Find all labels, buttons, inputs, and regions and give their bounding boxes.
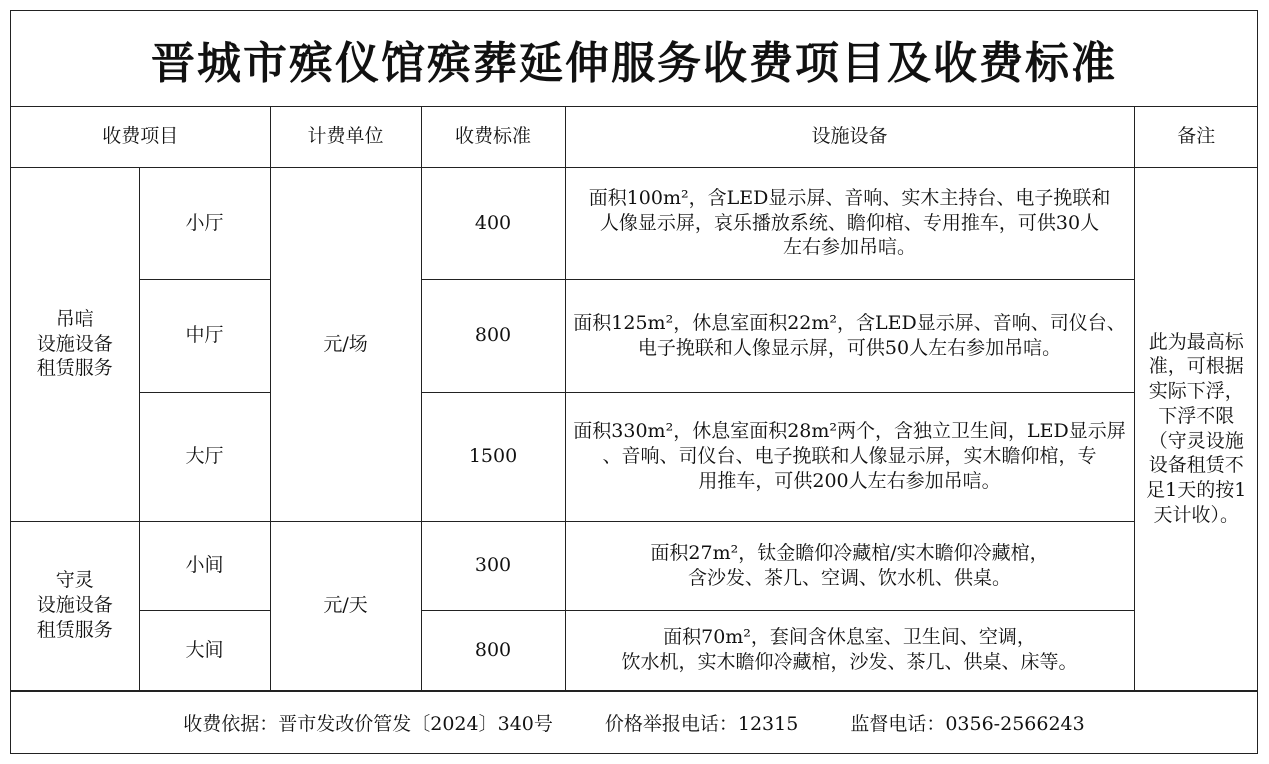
page-title: 晋城市殡仪馆殡葬延伸服务收费项目及收费标准 xyxy=(11,11,1257,107)
header-unit: 计费单位 xyxy=(270,107,421,167)
room-name: 大间 xyxy=(139,610,270,690)
table-row xyxy=(11,610,1258,690)
billing-unit: 元/场 xyxy=(270,167,421,521)
price-value: 300 xyxy=(421,521,565,610)
report-phone: 价格举报电话：12315 xyxy=(604,713,799,735)
footer xyxy=(11,691,1257,754)
header-row xyxy=(11,107,1258,167)
table-row xyxy=(11,521,1258,610)
room-name: 小间 xyxy=(139,521,270,610)
group-name: 守灵 设施设备 租赁服务 xyxy=(11,521,139,690)
price-value: 800 xyxy=(421,279,565,392)
facility-desc: 面积125m²，休息室面积22m²，含LED显示屏、音响、司仪台、 电子挽联和人像显示屏，可供50人左右参加吊唁。 xyxy=(565,279,1134,392)
room-name: 小厅 xyxy=(139,167,270,279)
header-facilities: 设施设备 xyxy=(565,107,1134,167)
facility-desc: 面积100m²，含LED显示屏、音响、实木主持台、电子挽联和 人像显示屏，哀乐播放系统、瞻仰棺、专用推车，可供30人 左右参加吊唁。 xyxy=(565,167,1134,279)
supervise-phone: 监督电话：0356-2566243 xyxy=(850,713,1085,735)
facility-desc: 面积330m²，休息室面积28m²两个，含独立卫生间，LED显示屏 、音响、司仪台、电子挽联和人像显示屏，实木瞻仰棺，专 用推车，可供200人左右参加吊唁。 xyxy=(565,392,1134,521)
header-note: 备注 xyxy=(1134,107,1258,167)
table-row xyxy=(11,279,1258,392)
price-value: 1500 xyxy=(421,392,565,521)
remark: 此为最高标 准，可根据 实际下浮， 下浮不限 （守灵设施 设备租赁不 足1天的按1 天计收）。 xyxy=(1134,167,1258,690)
price-value: 800 xyxy=(421,610,565,690)
fee-table xyxy=(11,107,1258,691)
fee-notice xyxy=(10,10,1258,754)
table-row xyxy=(11,392,1258,521)
facility-desc: 面积70m²，套间含休息室、卫生间、空调， 饮水机，实木瞻仰冷藏棺，沙发、茶几、供桌、床等。 xyxy=(565,610,1134,690)
fee-basis: 收费依据：晋市发改价管发〔2024〕340号 xyxy=(183,713,553,735)
table-row xyxy=(11,167,1258,279)
price-value: 400 xyxy=(421,167,565,279)
room-name: 大厅 xyxy=(139,392,270,521)
room-name: 中厅 xyxy=(139,279,270,392)
facility-desc: 面积27m²，钛金瞻仰冷藏棺/实木瞻仰冷藏棺， 含沙发、茶几、空调、饮水机、供桌。 xyxy=(565,521,1134,610)
header-price: 收费标准 xyxy=(421,107,565,167)
group-name: 吊唁 设施设备 租赁服务 xyxy=(11,167,139,521)
billing-unit: 元/天 xyxy=(270,521,421,690)
header-item: 收费项目 xyxy=(11,107,270,167)
